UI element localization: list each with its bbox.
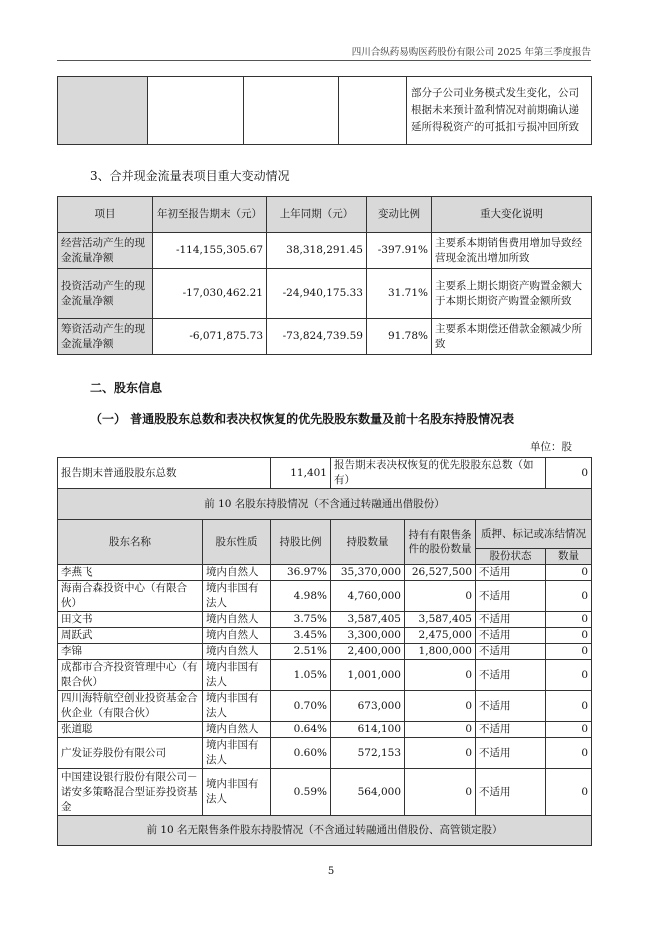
holder-restricted: 26,527,500 — [405, 565, 476, 581]
holder-ratio: 0.70% — [271, 691, 331, 722]
holder-amount: 1,001,000 — [331, 660, 405, 691]
holder-ratio: 3.75% — [271, 612, 331, 628]
holder-qty: 0 — [546, 738, 592, 769]
holder-qty: 0 — [546, 612, 592, 628]
cashflow-prior: 38,318,291.45 — [267, 233, 367, 269]
holder-amount: 4,760,000 — [331, 581, 405, 612]
holder-restricted: 0 — [405, 660, 476, 691]
page-number: 5 — [327, 866, 335, 877]
page-header: 四川合纵药易购医药股份有限公司 2025 年第三季度报告 — [351, 47, 591, 58]
col-header-ratio: 持股比例 — [271, 520, 331, 565]
holder-nature: 境内自然人 — [203, 612, 271, 628]
holder-nature: 境内非国有法人 — [203, 691, 271, 722]
cashflow-header: 上年同期（元） — [267, 197, 367, 233]
holder-qty: 0 — [546, 769, 592, 816]
holder-amount: 673,000 — [331, 691, 405, 722]
cashflow-prior: -73,824,739.59 — [267, 319, 367, 355]
holder-status: 不适用 — [476, 738, 546, 769]
holder-nature: 境内自然人 — [203, 628, 271, 644]
holder-amount: 35,370,000 — [331, 565, 405, 581]
holder-ratio: 0.64% — [271, 722, 331, 738]
unrestricted-title: 前 10 名无限售条件股东持股情况（不含通过转融通出借股份、高管锁定股） — [58, 816, 592, 846]
cashflow-item: 筹资活动产生的现金流量净额 — [58, 319, 153, 355]
col-header-pledge: 质押、标记或冻结情况 — [476, 520, 592, 549]
table-row — [58, 628, 592, 644]
holder-restricted: 0 — [405, 738, 476, 769]
cashflow-note: 主要系本期销售费用增加导致经营现金流出增加所致 — [432, 233, 592, 269]
total-holders-value: 11,401 — [271, 458, 331, 489]
holder-status: 不适用 — [476, 581, 546, 612]
holder-name: 周跃武 — [58, 628, 203, 644]
holder-status: 不适用 — [476, 612, 546, 628]
holder-ratio: 36.97% — [271, 565, 331, 581]
cashflow-item: 经营活动产生的现金流量净额 — [58, 233, 153, 269]
holder-ratio: 3.45% — [271, 628, 331, 644]
table-row — [58, 644, 592, 660]
cashflow-note: 主要系上期长期资产购置金额大于本期长期资产购置金额所致 — [432, 269, 592, 319]
cashflow-table — [57, 196, 592, 355]
holder-qty: 0 — [546, 644, 592, 660]
continued-label-cell — [58, 77, 148, 145]
continued-cell — [244, 77, 339, 145]
col-header-amount: 持股数量 — [331, 520, 405, 565]
section2-subtitle: （一） 普通股股东总数和表决权恢复的优先股股东数量及前十名股东持股情况表 — [90, 412, 515, 426]
holder-qty: 0 — [546, 660, 592, 691]
col-header-restricted: 持有有限售条件的股份数量 — [405, 520, 476, 565]
holder-amount: 3,300,000 — [331, 628, 405, 644]
holder-name: 成都市合齐投资管理中心（有限合伙） — [58, 660, 203, 691]
holder-name: 田文书 — [58, 612, 203, 628]
cashflow-note: 主要系本期偿还借款金额减少所致 — [432, 319, 592, 355]
holder-status: 不适用 — [476, 769, 546, 816]
table-row — [58, 722, 592, 738]
holder-qty: 0 — [546, 581, 592, 612]
cashflow-item: 投资活动产生的现金流量净额 — [58, 269, 153, 319]
col-header-qty: 数量 — [546, 549, 592, 565]
holder-name: 中国建设银行股份有限公司－诺安多策略混合型证券投资基金 — [58, 769, 203, 816]
holder-amount: 572,153 — [331, 738, 405, 769]
holder-restricted: 0 — [405, 722, 476, 738]
holder-nature: 境内自然人 — [203, 644, 271, 660]
table-row — [58, 612, 592, 628]
holder-restricted: 2,475,000 — [405, 628, 476, 644]
holder-amount: 2,400,000 — [331, 644, 405, 660]
section3-title: 3、合并现金流量表项目重大变动情况 — [90, 169, 290, 183]
total-holders-label: 报告期末普通股股东总数 — [58, 458, 271, 489]
cashflow-current: -6,071,875.73 — [153, 319, 267, 355]
holder-nature: 境内自然人 — [203, 722, 271, 738]
holder-qty: 0 — [546, 565, 592, 581]
cashflow-header: 重大变化说明 — [432, 197, 592, 233]
holder-nature: 境内自然人 — [203, 565, 271, 581]
cashflow-header: 变动比例 — [367, 197, 432, 233]
cashflow-prior: -24,940,175.33 — [267, 269, 367, 319]
holder-status: 不适用 — [476, 628, 546, 644]
holder-ratio: 0.59% — [271, 769, 331, 816]
holder-restricted: 1,800,000 — [405, 644, 476, 660]
table-row — [58, 738, 592, 769]
holder-status: 不适用 — [476, 565, 546, 581]
cashflow-current: -17,030,462.21 — [153, 269, 267, 319]
cashflow-change: 31.71% — [367, 269, 432, 319]
pref-holders-value: 0 — [546, 458, 592, 489]
cashflow-current: -114,155,305.67 — [153, 233, 267, 269]
holder-restricted: 0 — [405, 581, 476, 612]
holder-status: 不适用 — [476, 722, 546, 738]
continued-note: 部分子公司业务模式发生变化，公司根据未来预计盈利情况对前期确认递延所得税资产的可抵扣亏损冲回所致 — [407, 77, 592, 145]
holder-ratio: 2.51% — [271, 644, 331, 660]
holder-name: 李燕飞 — [58, 565, 203, 581]
holder-status: 不适用 — [476, 660, 546, 691]
holder-nature: 境内非国有法人 — [203, 660, 271, 691]
continued-cell — [339, 77, 407, 145]
section2-title: 二、股东信息 — [90, 381, 163, 395]
holder-qty: 0 — [546, 691, 592, 722]
col-header-name: 股东名称 — [58, 520, 203, 565]
shareholders-table — [57, 457, 592, 846]
table-row — [58, 660, 592, 691]
holder-name: 张道聪 — [58, 722, 203, 738]
holder-amount: 614,100 — [331, 722, 405, 738]
cashflow-header: 项目 — [58, 197, 153, 233]
cashflow-change: -397.91% — [367, 233, 432, 269]
col-header-status: 股份状态 — [476, 549, 546, 565]
table-row — [58, 769, 592, 816]
holder-nature: 境内非国有法人 — [203, 581, 271, 612]
holder-restricted: 0 — [405, 691, 476, 722]
table-row — [58, 691, 592, 722]
holder-name: 海南合森投资中心（有限合伙） — [58, 581, 203, 612]
col-header-nature: 股东性质 — [203, 520, 271, 565]
table-row — [58, 581, 592, 612]
top10-title: 前 10 名股东持股情况（不含通过转融通出借股份） — [58, 489, 592, 520]
holder-nature: 境内非国有法人 — [203, 769, 271, 816]
pref-holders-label: 报告期末表决权恢复的优先股股东总数（如有） — [331, 458, 546, 489]
holder-ratio: 0.60% — [271, 738, 331, 769]
holder-status: 不适用 — [476, 644, 546, 660]
holder-name: 李锦 — [58, 644, 203, 660]
holder-name: 广发证券股份有限公司 — [58, 738, 203, 769]
header-divider — [57, 60, 591, 61]
continued-cell — [148, 77, 244, 145]
holder-qty: 0 — [546, 628, 592, 644]
holder-amount: 3,587,405 — [331, 612, 405, 628]
table-row — [58, 565, 592, 581]
holder-restricted: 3,587,405 — [405, 612, 476, 628]
holder-name: 四川海特航空创业投资基金合伙企业（有限合伙） — [58, 691, 203, 722]
holder-nature: 境内非国有法人 — [203, 738, 271, 769]
holder-status: 不适用 — [476, 691, 546, 722]
holder-restricted: 0 — [405, 769, 476, 816]
cashflow-header: 年初至报告期末（元） — [153, 197, 267, 233]
holder-qty: 0 — [546, 722, 592, 738]
holder-ratio: 1.05% — [271, 660, 331, 691]
unit-label: 单位：股 — [530, 441, 572, 453]
holder-amount: 564,000 — [331, 769, 405, 816]
holder-ratio: 4.98% — [271, 581, 331, 612]
cashflow-change: 91.78% — [367, 319, 432, 355]
continued-table — [57, 76, 592, 145]
